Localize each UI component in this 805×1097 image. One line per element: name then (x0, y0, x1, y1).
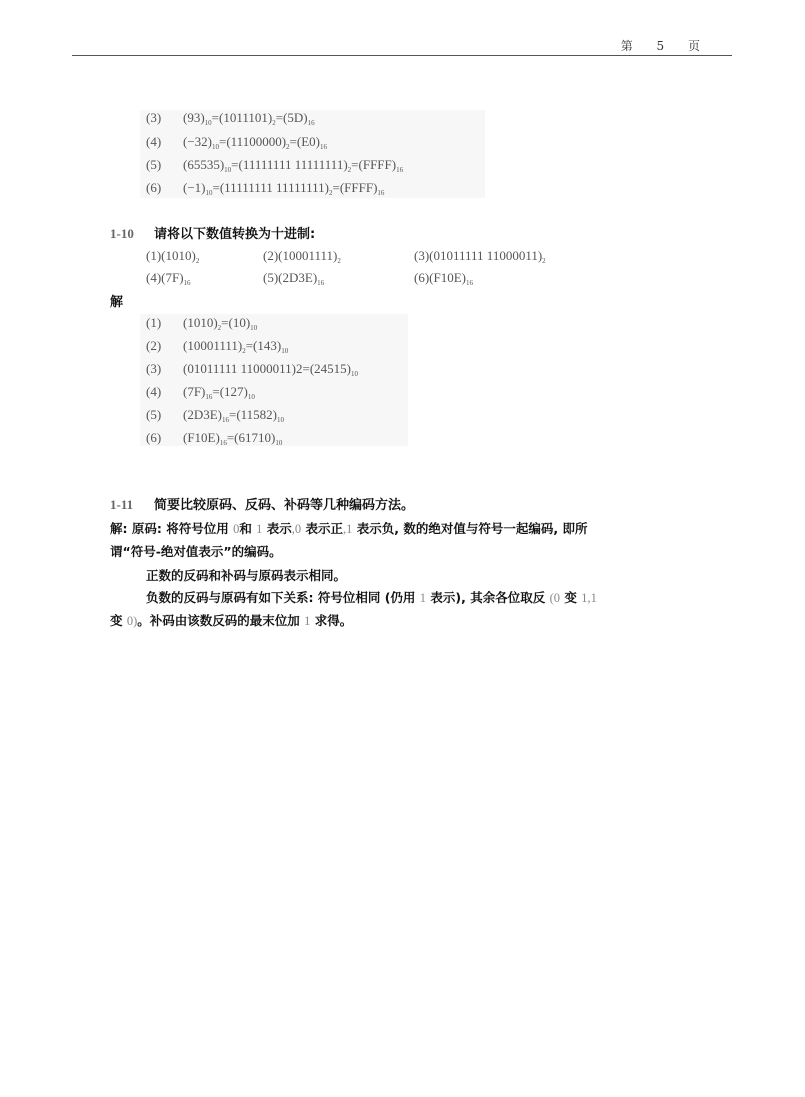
answer-line-1-10-3: (3) (01011111 $11000011)2=(24515)_{10}$ (146, 361, 359, 378)
question-item: (3)(01011111 $11000011)_2$ (414, 248, 546, 265)
question-item: $(1)(1010)_2$ (146, 248, 200, 265)
answer-line-1-9-6: (6) $(-1)_{10}=(11111111$ $11111111)_2=(FFFF)_{16}$ (146, 180, 385, 197)
question-item: $(5)(2D3E)_{16}$ (263, 270, 325, 287)
answer-line-1-10-2: (2) $(10001111)_2=(143)_{10}$ (146, 338, 289, 355)
answer-line-1-10-4: (4) $(7F)_{16}=(127)_{10}$ (146, 384, 255, 401)
question-number: 1-10 (110, 226, 134, 241)
solution-label: 解 (110, 295, 124, 310)
question-1-10-heading (110, 223, 315, 242)
answer-line-1-10-5: (5) $(2D3E)_{16}=(11582)_{10}$ (146, 407, 285, 424)
question-title: 简要比较原码、反码、补码等几种编码方法。 (154, 498, 415, 513)
answer-line-1-10-6: (6) $(F10E)_{16}=(61710)_{10}$ (146, 430, 283, 447)
question-title: 请将以下数值转换为十进制: (154, 227, 316, 242)
page-number: 第 5 页 (620, 39, 710, 53)
page-header (72, 36, 732, 56)
answer-paragraph-1: 解: 原码: 将符号位用 0和 1 表示,0 表示正,1 表示负, 数的绝对值与符号一起编码, 即所 (110, 521, 588, 536)
answer-paragraph-3: 负数的反码与原码有如下关系: 符号位相同 (仍用 1 表示), 其余各位取反 (0 变 1,1 (146, 590, 597, 605)
answer-line-1-9-3: (3) $(93)_{10}=(1011101)_2=(5D)_{16}$ (146, 110, 315, 127)
question-item: $(2)(10001111)_2$ (263, 248, 341, 265)
answer-paragraph-3-cont: 变 0)。补码由该数反码的最末位加 1 求得。 (110, 613, 353, 628)
answer-paragraph-2: 正数的反码和补码与原码表示相同。 (146, 568, 347, 583)
answer-line-1-9-4: (4) $(-32)_{10}=(11100000)_2=(E0)_{16}$ (146, 134, 327, 151)
question-item: $(4)(7F)_{16}$ (146, 270, 191, 287)
answer-line-1-9-5: (5) $(65535)_{10}=(11111111$ $11111111)_2=(FFFF)_{16}$ (146, 157, 404, 174)
question-1-11-heading (110, 494, 414, 513)
answer-line-1-10-1: (1) $(1010)_2=(10)_{10}$ (146, 315, 258, 332)
answer-block-1-10 (140, 314, 408, 446)
question-item: $(6)(F10E)_{16}$ (414, 270, 473, 287)
answer-paragraph-1-cont: 谓“符号-绝对值表示”的编码。 (110, 544, 282, 559)
question-number: 1-11 (110, 497, 134, 512)
